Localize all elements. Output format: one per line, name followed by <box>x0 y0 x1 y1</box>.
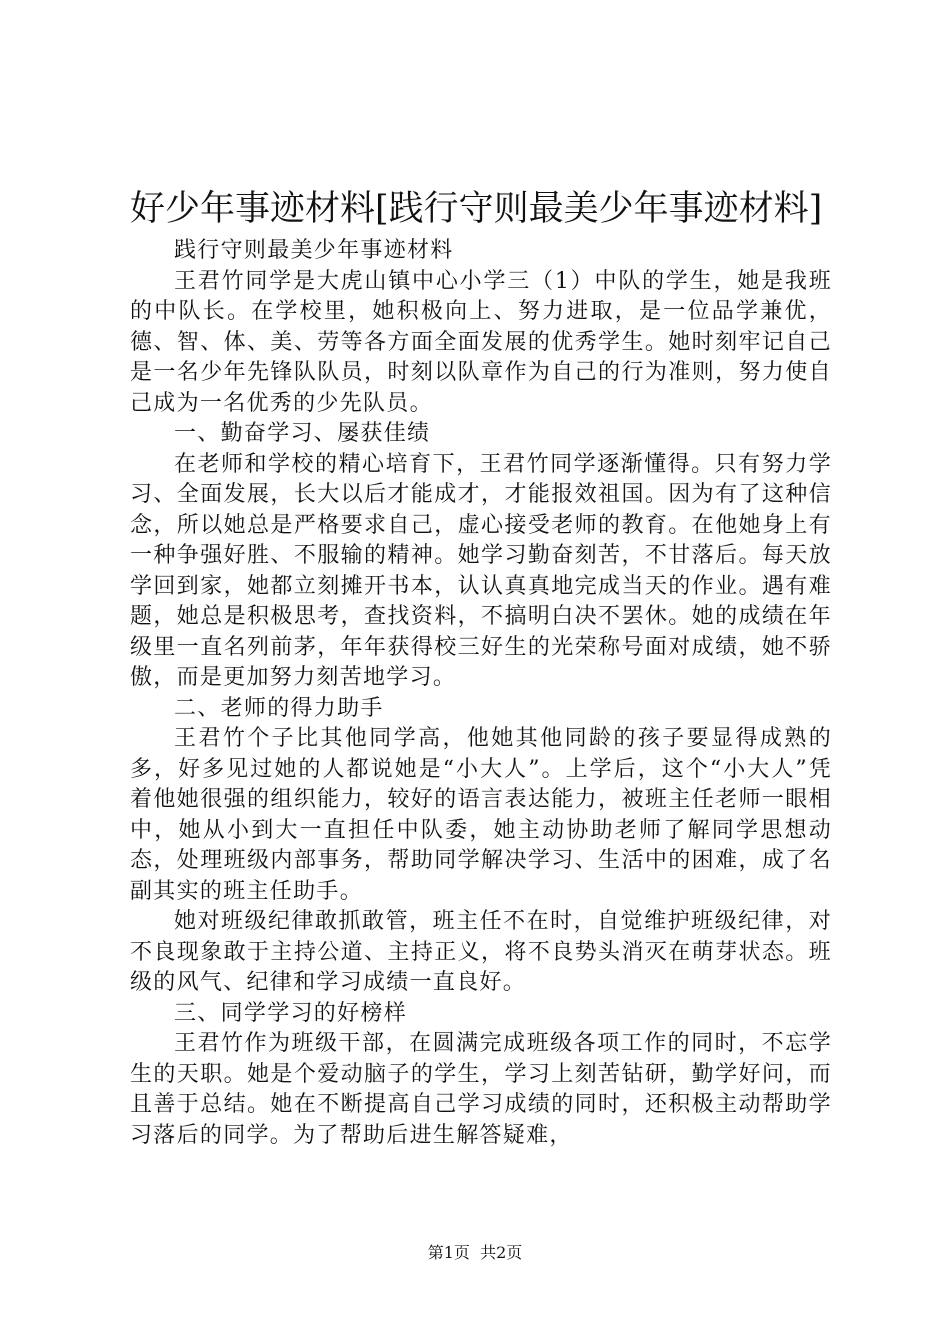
section-3-paragraph-1: 王君竹作为班级干部，在圆满完成班级各项工作的同时，不忘学生的天职。她是个爱动脑子的学生，学习上刻苦钻研，勤学好问，而且善于总结。她在不断提高自己学习成绩的同时，还积极主动帮助学习落后的同学。为了帮助后进生解答疑难， <box>130 1031 832 1148</box>
section-2-paragraph-1: 王君竹个子比其他同学高，他她其他同龄的孩子要显得成熟的多，好多见过她的人都说她是“小大人”。上学后，这个“小大人”凭着他她很强的组织能力，较好的语言表达能力，被班主任老师一眼相中，她从小到大一直担任中队委，她主动协助老师了解同学思想动态，处理班级内部事务，帮助同学解决学习、生活中的困难，成了名副其实的班主任助手。 <box>130 726 832 904</box>
page-total: 共2页 <box>480 1243 523 1262</box>
section-heading-3: 三、同学学习的好榜样 <box>174 1000 408 1026</box>
section-heading-1: 一、勤奋学习、屡获佳绩 <box>174 421 431 446</box>
section-heading-2: 二、老师的得力助手 <box>174 695 384 721</box>
page-footer <box>0 1243 950 1263</box>
document-subtitle: 践行守则最美少年事迹材料 <box>174 238 454 263</box>
section-2-paragraph-2: 她对班级纪律敢抓敢管，班主任不在时，自觉维护班级纪律，对不良现象敢于主持公道、主持正义，将不良势头消灭在萌芽状态。班级的风气、纪律和学习成绩一直良好。 <box>130 909 832 995</box>
document-title: 好少年事迹材料[践行守则最美少年事迹材料] <box>130 189 823 229</box>
intro-paragraph: 王君竹同学是大虎山镇中心小学三（1）中队的学生，她是我班的中队长。在学校里，她积极向上、努力进取，是一位品学兼优，德、智、体、美、劳等各方面全面发展的优秀学生。她时刻牢记自己是一名少年先锋队队员，时刻以队章作为自己的行为准则，努力使自己成为一名优秀的少先队员。 <box>130 268 832 416</box>
page-number: 第1页 <box>427 1243 470 1262</box>
document-body <box>130 236 832 1151</box>
section-1-paragraph-1: 在老师和学校的精心培育下，王君竹同学逐渐懂得。只有努力学习、全面发展，长大以后才能成才，才能报效祖国。因为有了这种信念，所以她总是严格要求自己，虚心接受老师的教育。在他她身上有一种争强好胜、不服输的精神。她学习勤奋刻苦，不甘落后。每天放学回到家，她都立刻摊开书本，认认真真地完成当天的作业。遇有难题，她总是积极思考，查找资料，不搞明白决不罢休。她的成绩在年级里一直名列前茅，年年获得校三好生的光荣称号面对成绩，她不骄傲，而是更加努力刻苦地学习。 <box>130 451 832 690</box>
